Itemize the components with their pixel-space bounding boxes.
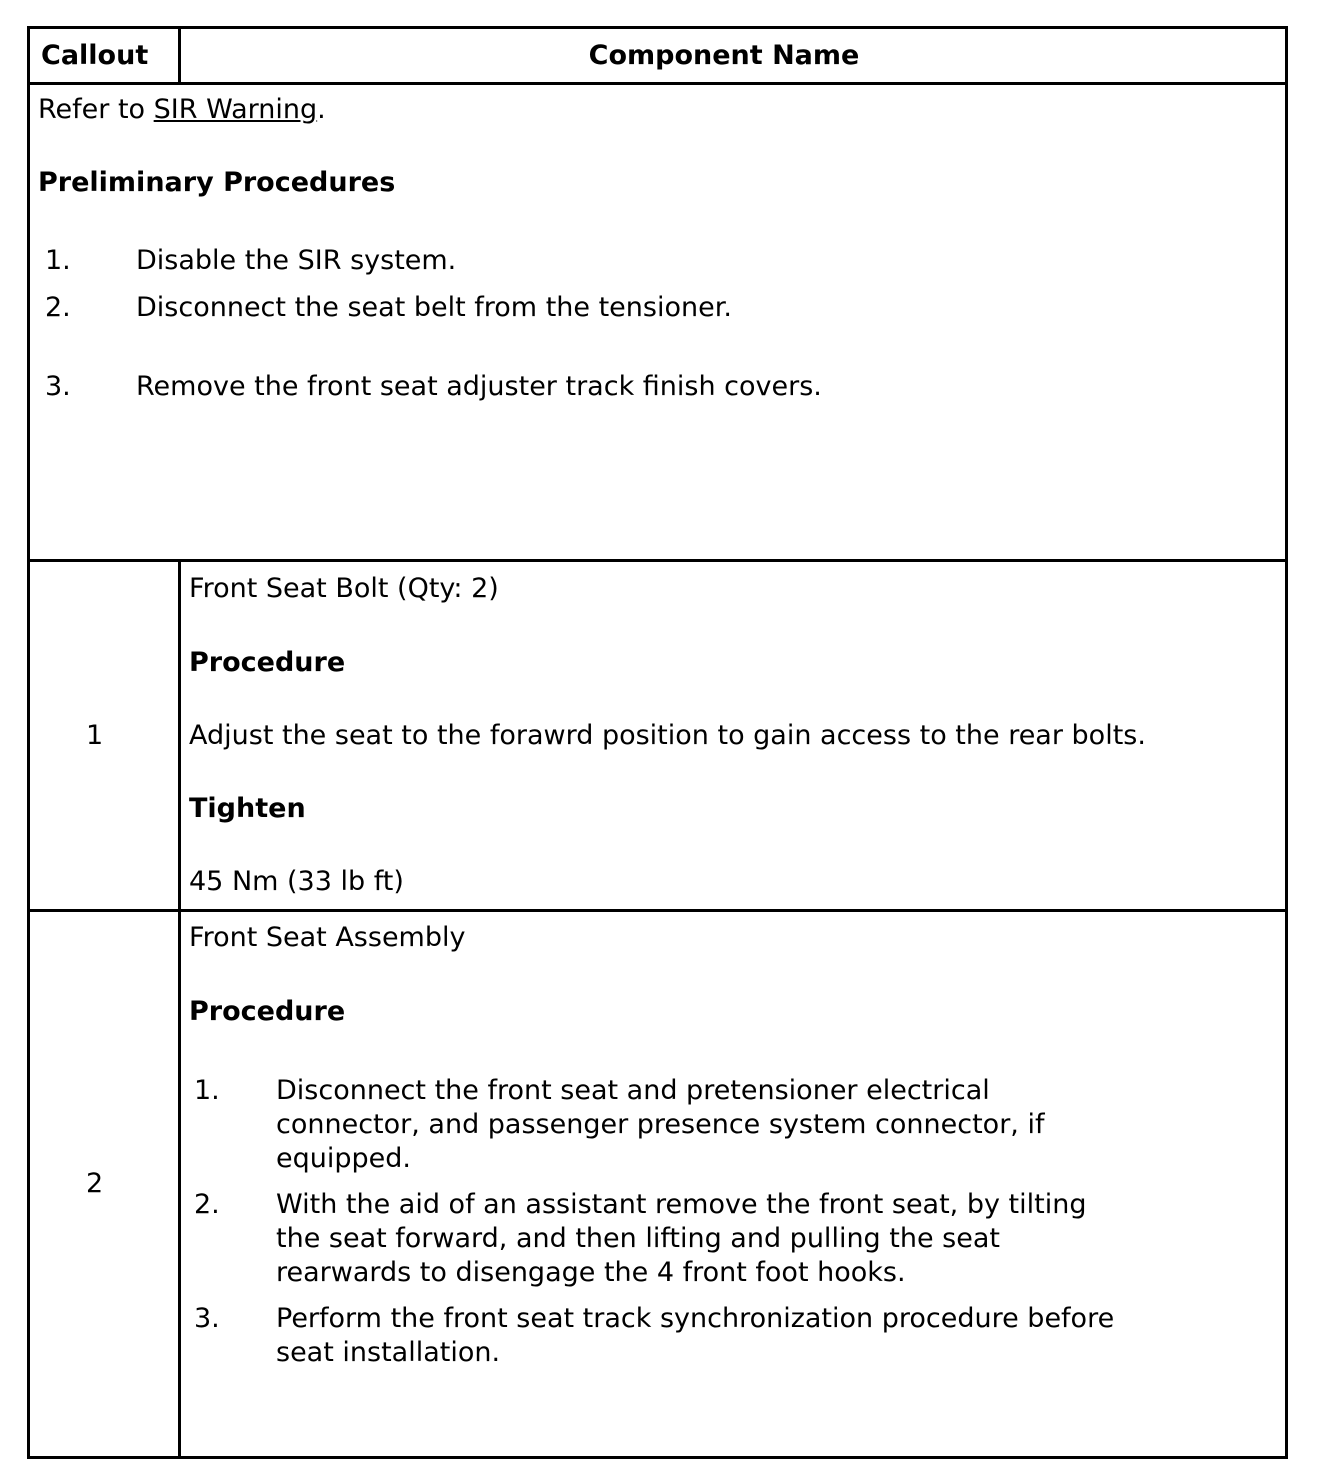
step-number: 2.	[194, 1189, 220, 1220]
header-column-divider	[178, 29, 181, 82]
step-text-line: Disconnect the front seat and pretensioner electrical	[276, 1075, 990, 1106]
step-text-line: With the aid of an assistant remove the front seat, by tilting	[276, 1189, 1087, 1220]
component-name-header: Component Name	[588, 40, 860, 71]
intro-divider	[30, 559, 1285, 562]
header-divider	[30, 82, 1285, 85]
refer-prefix: Refer to	[38, 94, 154, 125]
callout-number: 1	[86, 720, 104, 751]
intro-step-text: Disable the SIR system.	[136, 245, 457, 276]
step-text-line: equipped.	[276, 1143, 411, 1174]
body-column-divider	[178, 559, 181, 1459]
procedure-heading: Procedure	[189, 647, 346, 678]
sir-warning-link[interactable]: SIR Warning	[153, 94, 318, 125]
refer-suffix: .	[317, 94, 326, 125]
step-text-line: seat installation.	[276, 1337, 501, 1368]
step-text-line: connector, and passenger presence system connector, if	[276, 1109, 1045, 1140]
step-number: 1.	[194, 1075, 220, 1106]
callout-header: Callout	[41, 40, 149, 71]
step-number: 3.	[194, 1303, 220, 1334]
procedure-text: Adjust the seat to the forawrd position to gain access to the rear bolts.	[189, 720, 1146, 751]
step-text-line: Perform the front seat track synchronization procedure before	[276, 1303, 1115, 1334]
step-text-line: rearwards to disengage the 4 front foot hooks.	[276, 1257, 906, 1288]
tighten-heading: Tighten	[189, 793, 306, 824]
intro-step-text: Remove the front seat adjuster track finish covers.	[136, 371, 822, 402]
intro-step-number: 1.	[45, 245, 71, 276]
component-name: Front Seat Bolt (Qty: 2)	[189, 573, 499, 604]
refer-line	[38, 93, 326, 127]
intro-step-number: 2.	[45, 292, 71, 323]
callout-number: 2	[86, 1168, 104, 1199]
intro-step-text: Disconnect the seat belt from the tensioner.	[136, 292, 732, 323]
component-name: Front Seat Assembly	[189, 922, 466, 953]
preliminary-procedures-heading: Preliminary Procedures	[38, 167, 396, 198]
intro-step-number: 3.	[45, 371, 71, 402]
step-text-line: the seat forward, and then lifting and pulling the seat	[276, 1223, 1000, 1254]
procedure-heading: Procedure	[189, 996, 346, 1027]
tighten-value: 45 Nm (33 lb ft)	[189, 866, 404, 897]
row-divider	[30, 909, 1285, 912]
